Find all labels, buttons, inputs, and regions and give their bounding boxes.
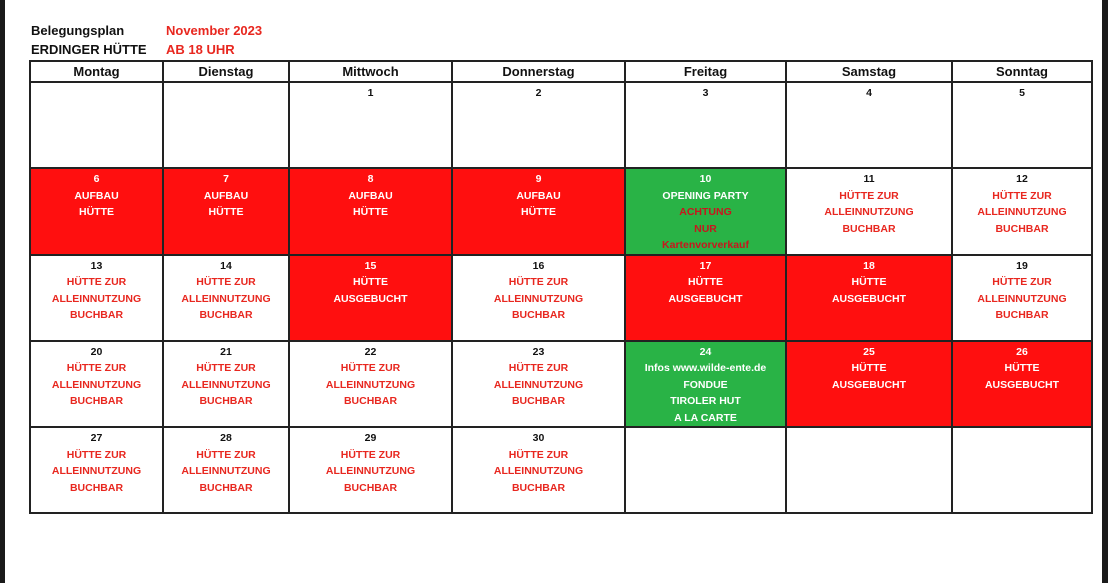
day-number: 6 [93,173,100,185]
booking-status-text: ALLEINNUTZUNG [181,465,271,477]
booking-status-text: HÜTTE [851,276,887,288]
calendar-day-cell [625,82,786,168]
day-number: 25 [863,345,875,358]
calendar-day-cell [452,82,625,168]
booking-status-text: ALLEINNUTZUNG [325,378,416,391]
day-number: 2 [535,87,542,99]
booking-status-text: ALLEINNUTZUNG [51,292,142,305]
calendar-day-cell [163,255,289,341]
calendar-day-cell [952,168,1092,255]
booking-status-text: BUCHBAR [69,309,124,321]
day-number: 20 [90,345,103,358]
day-number: 10 [699,173,712,185]
calendar-day-cell [30,255,163,341]
booking-status-text: FONDUE [683,378,728,391]
weekday-header: Freitag [625,61,786,82]
booking-status-text: HÜTTE [353,206,388,218]
day-number: 17 [699,259,712,272]
booking-status-text: HÜTTE ZUR [992,189,1052,202]
booking-status-text: HÜTTE [79,206,114,218]
calendar-week-row [30,168,1092,255]
booking-status-text: AUFBAU [203,189,249,202]
booking-status-text: Kartenvorverkauf [662,239,749,251]
weekday-header: Dienstag [163,61,289,82]
day-number: 5 [1019,87,1025,99]
calendar-empty-cell [625,427,786,513]
calendar-day-cell [952,341,1092,428]
venue-name: ERDINGER HÜTTE [31,42,147,57]
day-number: 1 [367,87,374,99]
booking-status-text: A LA CARTE [674,411,737,424]
booking-status-text: HÜTTE ZUR [508,362,569,374]
booking-status-text: HÜTTE ZUR [66,276,127,288]
booking-status-text: HÜTTE ZUR [66,448,127,461]
booking-status-text: ALLEINNUTZUNG [824,206,914,218]
day-number: 3 [702,87,709,99]
booking-status-text: HÜTTE ZUR [508,448,569,461]
opening-time: AB 18 UHR [166,42,235,57]
day-number: 15 [364,259,377,272]
booking-status-text: ALLEINNUTZUNG [493,465,584,477]
calendar-week-row [30,255,1092,341]
day-number: 9 [535,173,542,185]
booking-status-text: AUFBAU [348,189,393,202]
left-frame-edge [0,0,5,583]
weekday-header: Donnerstag [452,61,625,82]
weekday-header: Samstag [786,61,952,82]
booking-status-text: TIROLER HUT [670,395,741,407]
calendar-empty-cell [163,82,289,168]
plan-title: Belegungsplan [31,23,125,38]
calendar-day-cell [163,341,289,428]
booking-status-text: HÜTTE ZUR [196,448,256,461]
booking-status-text: ALLEINNUTZUNG [181,378,271,391]
booking-status-text: ALLEINNUTZUNG [493,292,584,305]
booking-status-text: HÜTTE [851,362,887,374]
booking-status-text: AUSGEBUCHT [333,292,408,305]
day-number: 4 [866,87,872,99]
booking-status-text: AUSGEBUCHT [831,292,907,305]
booking-status-text: BUCHBAR [199,395,253,407]
calendar-day-cell [625,341,786,428]
calendar-day-cell [786,255,952,341]
booking-status-text: BUCHBAR [199,481,253,494]
weekday-header-row [30,61,1092,82]
calendar-day-cell [289,341,452,428]
booking-status-text: BUCHBAR [343,481,398,494]
weekday-header: Sonntag [952,61,1092,82]
calendar-day-cell [625,168,786,255]
booking-status-text: HÜTTE ZUR [992,276,1052,288]
calendar-day-cell [952,82,1092,168]
calendar-day-cell [30,341,163,428]
calendar-week-row [30,427,1092,513]
booking-status-text: NUR [694,222,717,235]
booking-status-text: ALLEINNUTZUNG [51,465,142,477]
booking-status-text: AUFBAU [516,189,561,202]
booking-status-text: BUCHBAR [343,395,398,407]
booking-status-text: BUCHBAR [69,481,124,494]
calendar-day-cell [452,427,625,513]
weekday-header: Montag [30,61,163,82]
booking-status-text: HÜTTE ZUR [340,448,401,461]
day-number: 26 [1016,345,1028,358]
booking-status-text: AUSGEBUCHT [831,378,907,391]
booking-status-text: ALLEINNUTZUNG [325,465,416,477]
booking-status-text: ALLEINNUTZUNG [181,292,271,305]
calendar-day-cell [452,341,625,428]
booking-status-text: ACHTUNG [679,206,732,218]
day-number: 22 [364,345,377,358]
booking-status-text: OPENING PARTY [662,189,749,202]
booking-status-text: HÜTTE ZUR [508,276,569,288]
calendar-week-row [30,82,1092,168]
day-number: 7 [223,173,229,185]
day-number: 28 [220,432,232,444]
right-frame-edge [1102,0,1108,583]
calendar-day-cell [786,82,952,168]
calendar-table [29,60,1093,514]
calendar-day-cell [452,168,625,255]
booking-status-text: HÜTTE ZUR [196,362,256,374]
booking-status-text: AUSGEBUCHT [984,378,1060,391]
calendar-day-cell [30,427,163,513]
calendar-day-cell [786,168,952,255]
calendar-day-cell [30,168,163,255]
booking-status-text: HÜTTE ZUR [196,276,256,288]
calendar-day-cell [289,168,452,255]
day-number: 11 [863,173,875,185]
calendar-week-row [30,341,1092,428]
calendar-empty-cell [30,82,163,168]
booking-status-text: HÜTTE [688,276,723,288]
booking-status-text: ALLEINNUTZUNG [51,378,142,391]
day-number: 21 [220,345,232,358]
booking-status-text: BUCHBAR [511,309,566,321]
booking-status-text: HÜTTE ZUR [340,362,401,374]
calendar-day-cell [163,427,289,513]
calendar-empty-cell [952,427,1092,513]
day-number: 30 [532,432,545,444]
booking-status-text: HÜTTE [521,206,556,218]
weekday-header: Mittwoch [289,61,452,82]
booking-status-text: ALLEINNUTZUNG [493,378,584,391]
calendar-empty-cell [786,427,952,513]
booking-status-text: HÜTTE ZUR [66,362,127,374]
day-number: 19 [1016,259,1028,272]
calendar-day-cell [289,255,452,341]
day-number: 18 [863,259,875,272]
booking-status-text: AUSGEBUCHT [668,292,743,305]
booking-status-text: BUCHBAR [199,309,253,321]
booking-status-text: Infos www.wilde-ente.de [644,362,767,374]
booking-status-text: ALLEINNUTZUNG [977,292,1067,305]
plan-header [31,21,262,59]
booking-status-text: BUCHBAR [511,481,566,494]
booking-status-text: HÜTTE [208,206,244,218]
booking-status-text: BUCHBAR [69,395,124,407]
day-number: 24 [699,345,712,358]
day-number: 12 [1016,173,1028,185]
booking-status-text: AUFBAU [74,189,119,202]
day-number: 27 [90,432,103,444]
booking-status-text: ALLEINNUTZUNG [977,206,1067,218]
calendar-day-cell [289,427,452,513]
booking-status-text: HÜTTE ZUR [839,189,899,202]
booking-status-text: BUCHBAR [842,222,896,235]
calendar-day-cell [163,168,289,255]
calendar-day-cell [452,255,625,341]
day-number: 8 [367,173,374,185]
booking-status-text: HÜTTE [1004,362,1040,374]
calendar-day-cell [952,255,1092,341]
booking-status-text: BUCHBAR [995,309,1049,321]
booking-status-text: HÜTTE [353,276,388,288]
calendar-day-cell [289,82,452,168]
day-number: 16 [532,259,545,272]
day-number: 29 [364,432,377,444]
day-number: 13 [90,259,103,272]
day-number: 23 [532,345,545,358]
calendar-day-cell [625,255,786,341]
day-number: 14 [220,259,232,272]
booking-status-text: BUCHBAR [511,395,566,407]
booking-status-text: BUCHBAR [995,222,1049,235]
plan-month: November 2023 [166,23,263,38]
calendar-day-cell [786,341,952,428]
